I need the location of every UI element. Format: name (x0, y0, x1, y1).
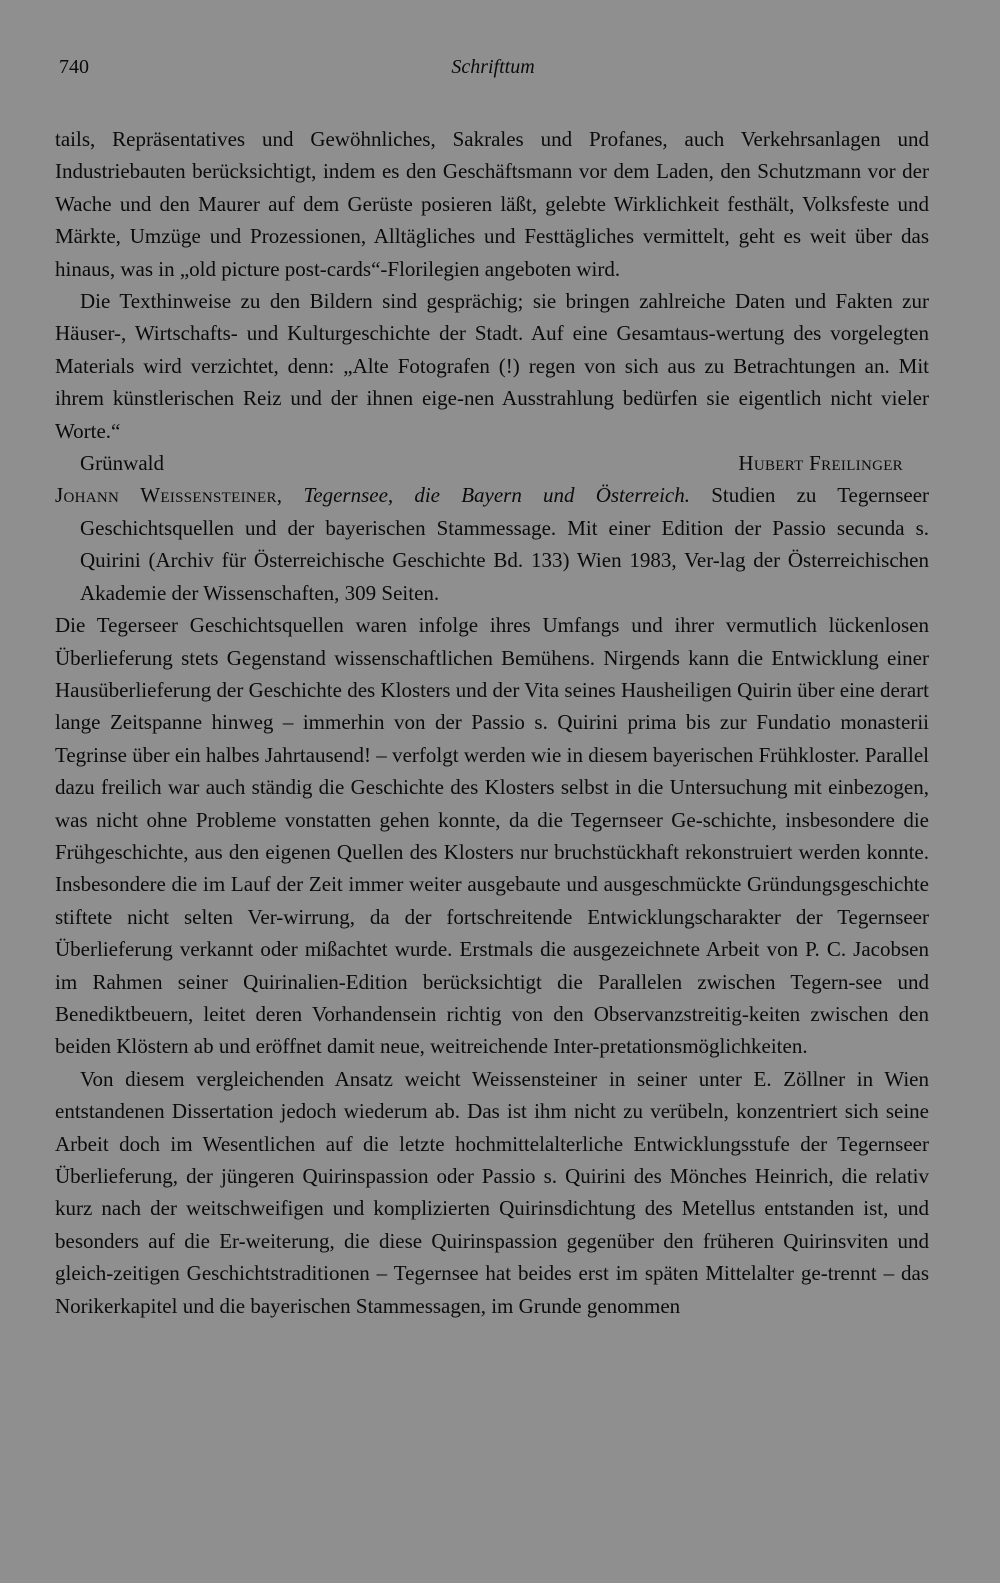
review2-paragraph-2: Von diesem vergleichenden Ansatz weicht Weissensteiner in seiner unter E. Zöllner in Wien entstandenen Dissertation jedoch wiederum ab. Das ist ihm nicht zu verübeln, konzentriert sich seine Arbeit doch im Wesentlichen auf die letzte hochmittelalterliche Entwicklungsstufe der Tegernseer Überlieferung, der jüngeren Quirinspassion oder Passio s. Quirini des Mönches Heinrich, die relativ kurz nach der weitschweifigen und komplizierten Quirinsdichtung des Metellus entstanden ist, und besonders auf die Er-weiterung, die diese Quirinspassion gegenüber den früheren Quirinsviten und gleich-zeitigen Geschichtstraditionen – Tegernsee hat beides erst im späten Mittelalter ge-trennt – das Norikerkapitel und die bayerischen Stammessagen, im Grunde genommen (55, 1066, 929, 1318)
review2-citation (55, 479, 929, 609)
citation-details: Studien zu Tegernseer Geschichtsquellen und der bayerischen Stammessage. Mit einer Edition der Passio secunda s. Quirini (Archiv für Österreichische Geschichte Bd. 133) Wien 1983, Ver-lag der Österreichischen Akademie der Wissenschaften, 309 Seiten. (80, 483, 930, 605)
review2-paragraph-1: Die Tegerseer Geschichtsquellen waren infolge ihres Umfangs und ihrer vermutlich lückenlosen Überlieferung stets Gegenstand wissenschaftlichen Bemühens. Nirgends kann die Entwicklung einer Hausüberlieferung der Geschichte des Klosters und der Vita seines Hausheiligen Quirin über eine derart lange Zeitspanne hinweg – immerhin von der Passio s. Quirini prima bis zur Fundatio monasterii Tegrinse über ein halbes Jahrtausend! – verfolgt werden wie in diesem bayerischen Frühkloster. Parallel dazu freilich war auch ständig die Geschichte des Klosters selbst in die Untersuchung mit einbezogen, was nicht ohne Probleme vonstatten gehen konnte, da die Tegernseer Ge-schichte, insbesondere die Frühgeschichte, aus den eigenen Quellen des Klosters nur bruchstückhaft rekonstruiert werden konnte. Insbesondere die im Lauf der Zeit immer weiter ausgebaute und ausgeschmückte Gründungsgeschichte stiftete nicht selten Ver-wirrung, da der fortschreitende Entwicklungscharakter der Tegernseer Überlieferung verkannt oder mißachtet wurde. Erstmals die ausgezeichnete Arbeit von P. C. Jacobsen im Rahmen seiner Quirinalien-Edition berücksichtigt die Parallelen zwischen Tegern-see und Benediktbeuern, leitet deren Vorhandensein richtig von den Observanzstreitig-keiten zwischen den beiden Klöstern ab und eröffnet damit neue, weitreichende Inter-pretationsmöglichkeiten. (55, 613, 929, 1059)
signature-place: Grünwald (80, 451, 164, 476)
citation-author: Johann Weissensteiner, (55, 483, 283, 508)
review1-paragraph-1: tails, Repräsentatives und Gewöhnliches, Sakrales und Profanes, auch Verkehrsanlagen und Industriebauten berücksichtigt, indem es den Geschäftsmann vor dem Laden, den Schutzmann vor der Wache und den Maurer auf dem Gerüste posieren läßt, gelebte Wirklichkeit festhält, Volksfeste und Märkte, Umzüge und Prozessionen, Alltägliches und Festtägliches vermittelt, geht es weit über das hinaus, was in „old picture post-cards“-Florilegien angeboten wird. (55, 127, 929, 281)
page-number: 740 (59, 56, 89, 78)
body-text (55, 123, 929, 1322)
signature-reviewer: Hubert Freilinger (738, 451, 903, 476)
review1-paragraph-2: Die Texthinweise zu den Bildern sind gesprächig; sie bringen zahlreiche Daten und Fakten zur Häuser-, Wirtschafts- und Kulturgeschichte der Stadt. Auf eine Gesamtaus-wertung des vorgelegten Materials wird verzichtet, denn: „Alte Fotografen (!) regen von sich aus zu Betrachtungen an. Mit ihrem künstlerischen Reiz und der ihnen eige-nen Ausstrahlung bedürfen sie eigentlich nicht vieler Worte.“ (55, 289, 929, 443)
review1-signature (55, 447, 929, 479)
citation-title: Tegernsee, die Bayern und Österreich. (303, 483, 691, 508)
section-title: Schrifttum (451, 56, 535, 78)
running-head (59, 56, 927, 88)
